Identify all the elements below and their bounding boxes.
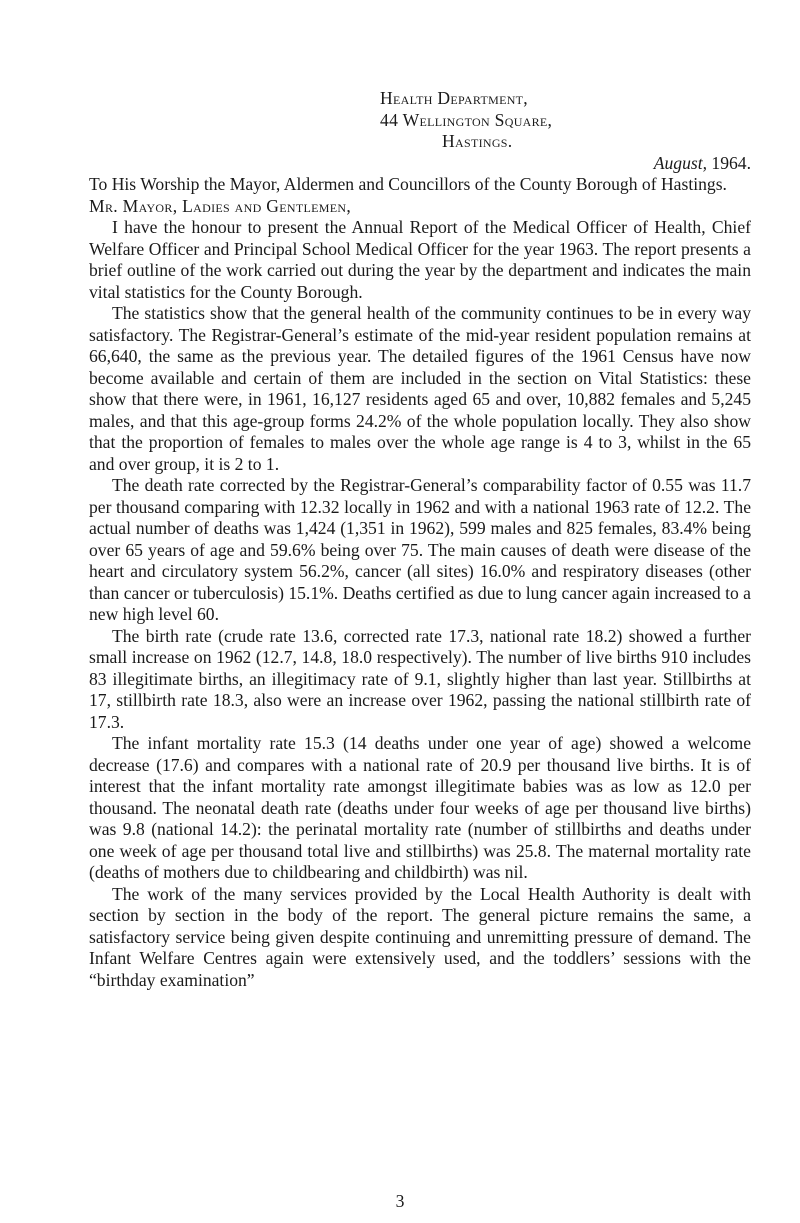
date-month: August, [653, 152, 708, 173]
paragraph-2: The statistics show that the general health of the community continues to be in every way satisfactory. The Registrar-General’s estimate of the mid-year resident population remains at 66,640, the same as the previous year. The detailed figures of the 1961 Census have now become available and certain of them are included in the section on Vital Statistics: these show that there were, in 1961, 16,127 residents aged 65 and over, 10,882 females and 5,245 males, and that this age-group forms 24.2% of the whole population locally. They also show that the proportion of females to males over the whole age range is 4 to 3, whilst in the 65 and over group, it is 2 to 1. [89, 303, 751, 474]
letterhead-address [380, 88, 751, 153]
address-line-street: 44 Wellington Square, [380, 109, 553, 130]
address-line-town: Hastings. [442, 131, 513, 151]
paragraph-4: The birth rate (crude rate 13.6, corrected rate 17.3, national rate 18.2) showed a further small increase on 1962 (12.7, 14.8, 18.0 respectively). The number of live births 910 includes 83 illegitimate births, an illegitimacy rate of 9.1, slightly higher than last year. Stillbirths at 17, stillbirth rate 18.3, also were an increase over 1962, passing the national stillbirth rate of 17.3. [89, 625, 751, 732]
paragraph-6: The work of the many services provided by the Local Health Authority is dealt with section by section in the body of the report. The general picture remains the same, a satisfactory service being given despite continuing and unremitting pressure of demand. The Infant Welfare Centres again were extensively used, and the toddlers’ sessions with the “birthday examination” [89, 883, 751, 990]
paragraph-1: I have the honour to present the Annual Report of the Medical Officer of Health, Chief Welfare Officer and Principal School Medical Officer for the year 1963. The report presents a brief outline of the work carried out during the year by the department and indicates the main vital statistics for the County Borough. [89, 217, 751, 302]
letter-page [89, 88, 751, 991]
addressee: To His Worship the Mayor, Aldermen and Councillors of the County Borough of Hastings. [89, 174, 727, 194]
letter-date [89, 153, 751, 175]
address-line-department: Health Department, [380, 88, 529, 108]
salutation: Mr. Mayor, Ladies and Gentlemen, [89, 195, 352, 216]
paragraph-5: The infant mortality rate 15.3 (14 deaths under one year of age) showed a welcome decrease (17.6) and compares with a national rate of 20.9 per thousand live births. It is of interest that the infant mortality rate amongst illegitimate babies was as low as 12.0 per thousand. The neonatal death rate (deaths under four weeks of age per thousand live births) was 9.8 (national 14.2): the perinatal mortality rate (number of stillbirths and deaths under one week of age per thousand total live and stillbirths) was 25.8. The maternal mortality rate (deaths of mothers due to childbearing and childbirth) was nil. [89, 733, 751, 882]
date-year: 1964. [707, 152, 751, 173]
paragraph-3: The death rate corrected by the Registrar-General’s comparability factor of 0.55 was 11.7 per thousand comparing with 12.32 locally in 1962 and with a national 1963 rate of 12.2. The actual number of deaths was 1,424 (1,351 in 1962), 599 males and 825 females, 83.4% being over 65 years of age and 59.6% being over 75. The main causes of death were disease of the heart and circulatory system 56.2%, cancer (all sites) 16.0% and respiratory diseases (other than cancer or tuberculosis) 15.1%. Deaths certified as due to lung cancer again increased to a new high level 60. [89, 475, 751, 624]
page-number: 3 [395, 1191, 405, 1211]
